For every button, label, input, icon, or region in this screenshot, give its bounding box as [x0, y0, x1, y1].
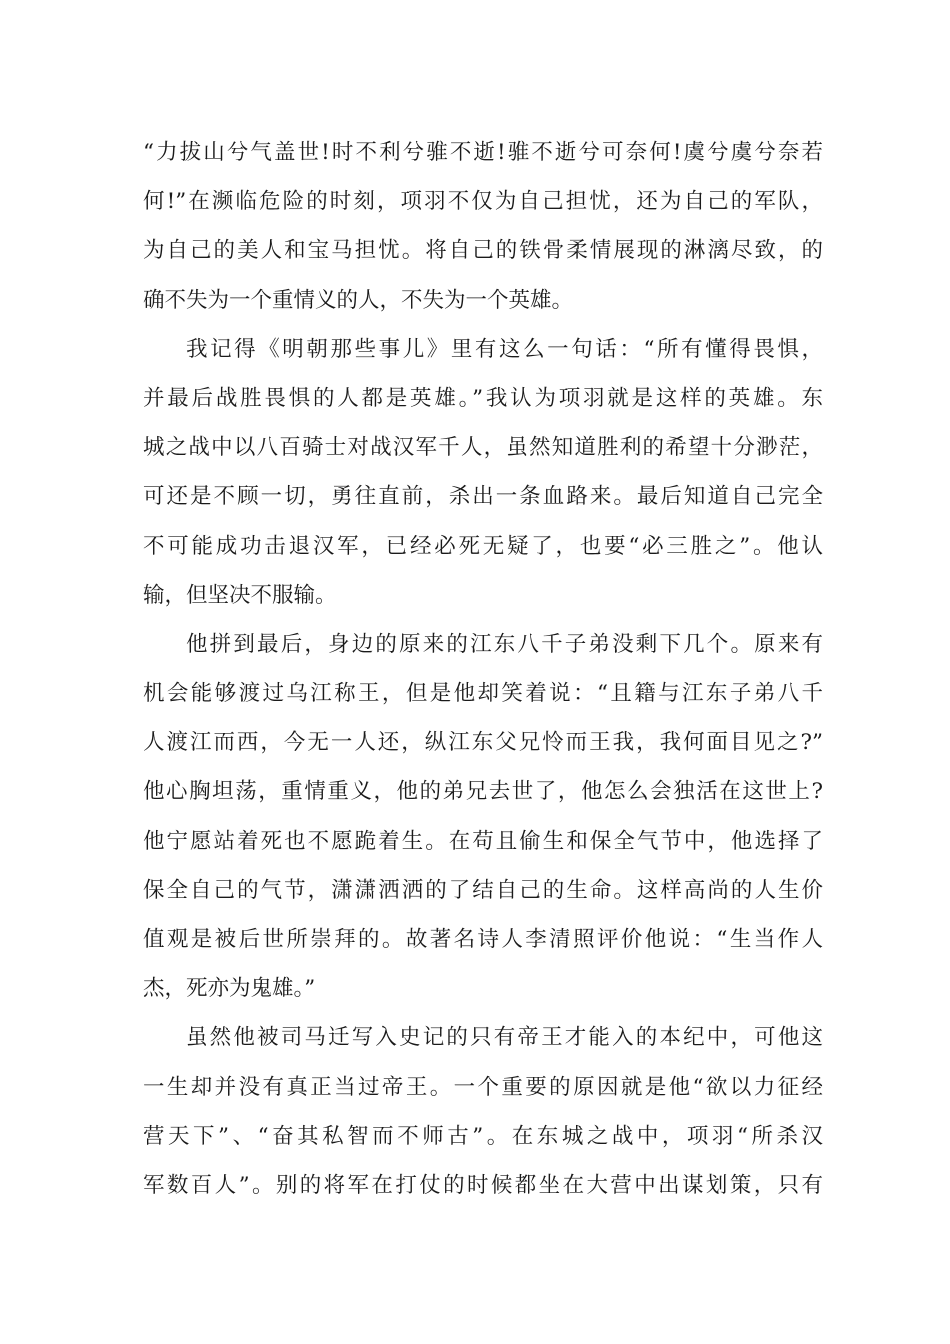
text-line: 可还是不顾一切，勇往直前，杀出一条血路来。最后知道自己完全 [143, 484, 823, 510]
text-line: 值观是被后世所崇拜的。故著名诗人李清照评价他说：“生当作人 [143, 927, 823, 952]
text-line: 何!”在濒临危险的时刻，项羽不仅为自己担忧，还为自己的军队， [143, 189, 823, 215]
text-line: 一生却并没有真正当过帝王。一个重要的原因就是他“欲以力征经 [143, 1074, 823, 1100]
text-line: 城之战中以八百骑士对战汉军千人，虽然知道胜利的希望十分渺茫， [143, 435, 823, 461]
text-line: 为自己的美人和宝马担忧。将自己的铁骨柔情展现的淋漓尽致，的 [143, 238, 823, 264]
text-line: 他宁愿站着死也不愿跪着生。在苟且偷生和保全气节中，他选择了 [143, 828, 823, 854]
text-line: 并最后战胜畏惧的人都是英雄。”我认为项羽就是这样的英雄。东 [143, 385, 823, 411]
text-line: 杰，死亦为鬼雄。” [143, 976, 316, 1002]
text-line: 不可能成功击退汉军，已经必死无疑了，也要“必三胜之”。他认 [143, 533, 823, 559]
text-line: 军数百人”。别的将军在打仗的时候都坐在大营中出谋划策，只有 [143, 1172, 823, 1198]
text-line: 他心胸坦荡，重情重义，他的弟兄去世了，他怎么会独活在这世上? [143, 779, 823, 805]
body-text [143, 128, 823, 1210]
text-line: 确不失为一个重情义的人，不失为一个英雄。 [143, 287, 574, 313]
text-line: 机会能够渡过乌江称王，但是他却笑着说：“且籍与江东子弟八千 [143, 681, 823, 707]
paragraph-first-line: 虽然他被司马迁写入史记的只有帝王才能入的本纪中，可他这 [186, 1025, 823, 1051]
text-line: 人渡江而西，今无一人还，纵江东父兄怜而王我，我何面目见之?” [143, 730, 823, 756]
text-line: 保全自己的气节，潇潇洒洒的了结自己的生命。这样高尚的人生价 [143, 877, 823, 903]
text-line: 营天下”、“奋其私智而不师古”。在东城之战中，项羽“所杀汉 [143, 1123, 823, 1149]
text-line: “力拔山兮气盖世!时不利兮骓不逝!骓不逝兮可奈何!虞兮虞兮奈若 [143, 140, 823, 165]
paragraph-first-line: 我记得《明朝那些事儿》里有这么一句话：“所有懂得畏惧， [186, 336, 823, 362]
paragraph-first-line: 他拼到最后，身边的原来的江东八千子弟没剩下几个。原来有 [186, 631, 823, 657]
text-line: 输，但坚决不服输。 [143, 582, 337, 608]
